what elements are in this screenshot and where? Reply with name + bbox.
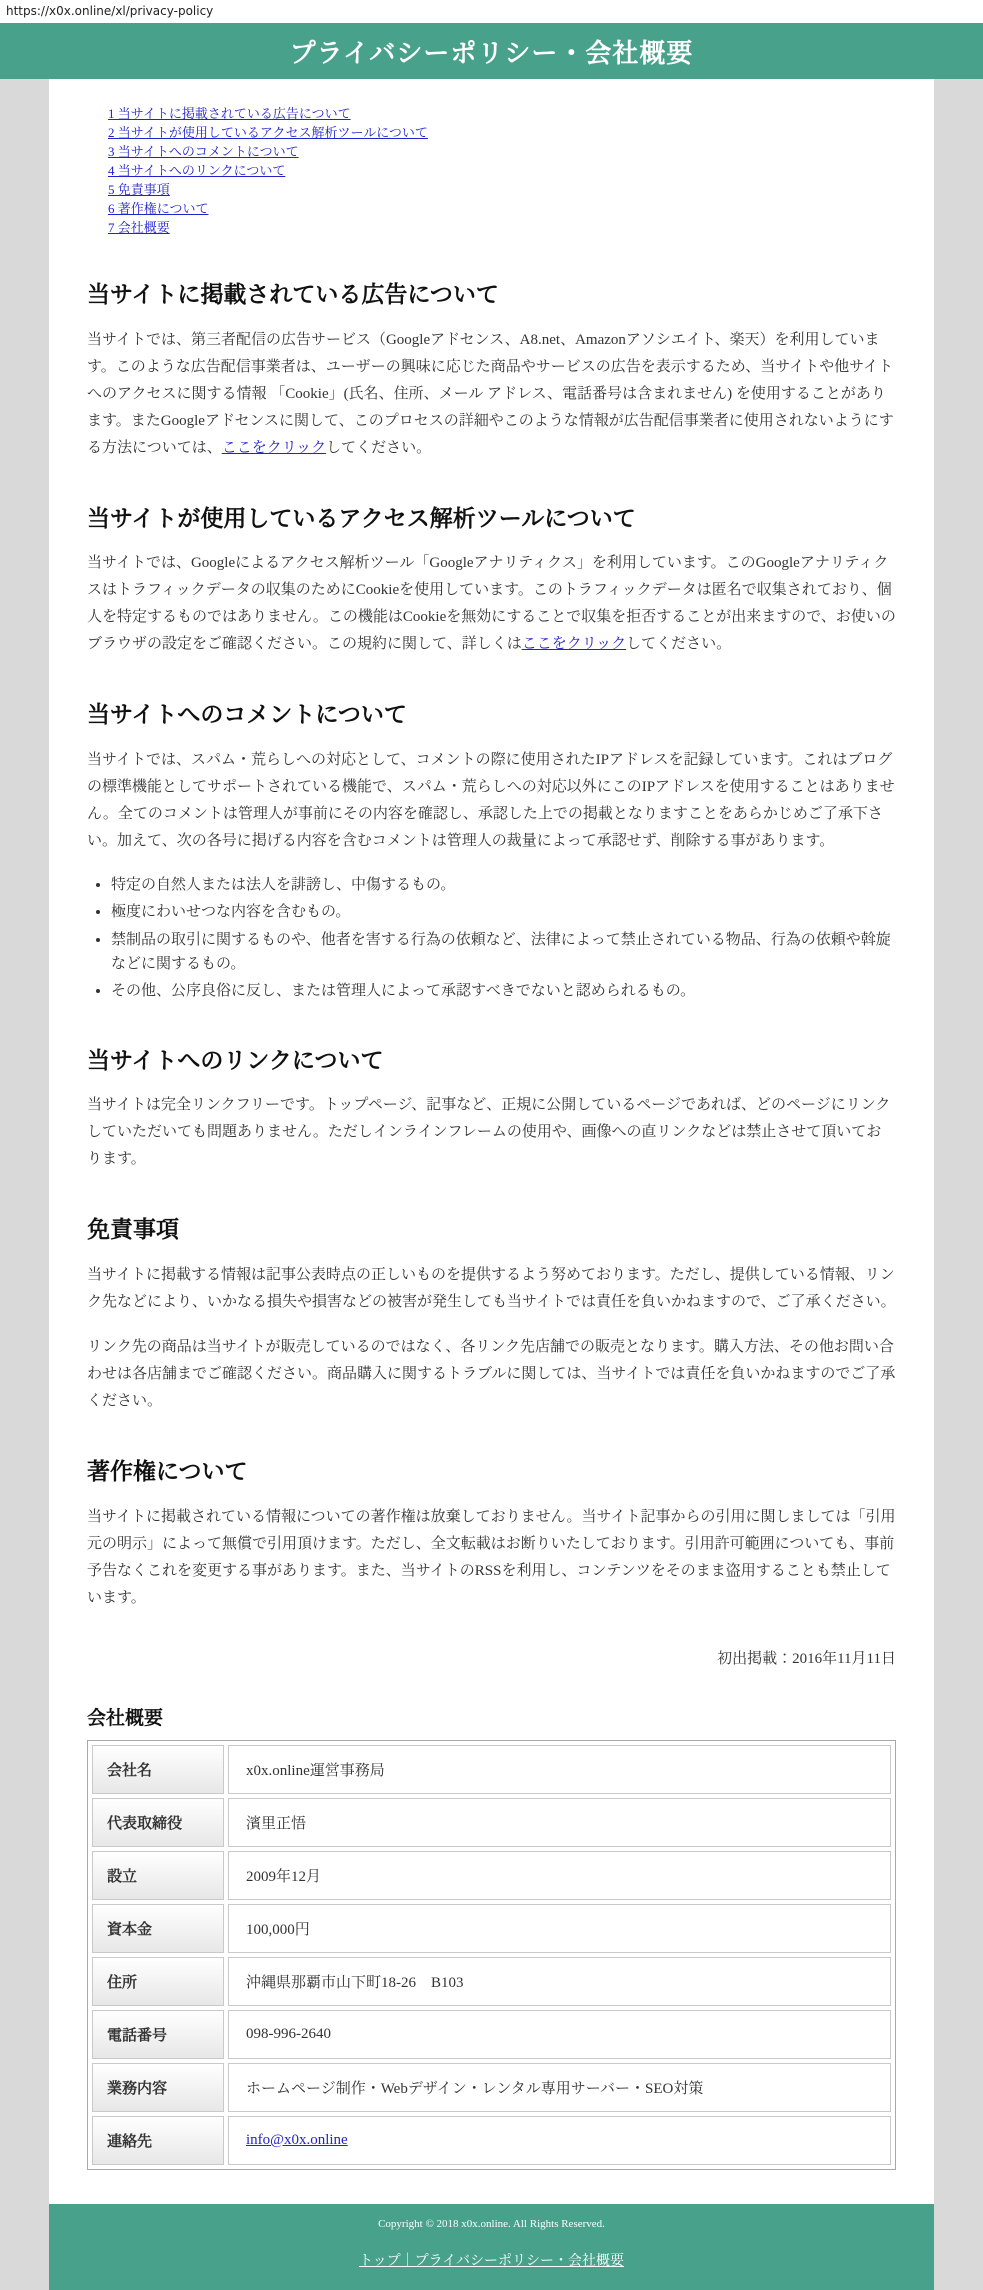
paragraph-text: 当サイトでは、第三者配信の広告サービス（Googleアドセンス、A8.net、Amazonアソシエイト、楽天）を利用しています。このような広告配信事業者は、ユーザーの興味に応じた商品やサービスの広告を表示するため、当サイトや他サイトへのアクセスに関する情報 「Cookie」(氏名、住所、メール アドレス、電話番号は含まれません) を使用することがあります。またGoogleアドセンスに関して、このプロセスの詳細やこのような情報が広告配信事業者に使用されないようにする方法については、 [87,331,894,456]
paragraph-text: してください。 [626,636,732,653]
list-item: • 特定の自然人または法人を誹謗し、中傷するもの。 [111,873,896,897]
row-label: 資本金 [92,1904,224,1953]
section-copyright-paragraph: 当サイトに掲載されている情報についての著作権は放棄しておりません。当サイト記事からの引用に関しましては「引用元の明示」によって無償で引用頂けます。ただし、全文転載はお断りいたしております。引用許可範囲についても、事前予告なくこれを変更する事があります。また、当サイトのRSSを利用し、コンテンツをそのまま盗用することも禁止しています。 [87,1508,896,1606]
list-item: • その他、公序良俗に反し、または管理人によって承認すべきでないと認められるもの。 [111,979,896,1003]
table-row [92,2116,891,2165]
section-heading-comments: 当サイトへのコメントについて [87,701,407,728]
comment-rules-list [87,873,896,1003]
table-row [92,1957,891,2006]
row-label: 会社名 [92,1745,224,1794]
table-row [92,1745,891,1794]
section-heading-company: 会社概要 [87,1707,164,1729]
table-row [92,1851,891,1900]
toc-item [108,181,896,200]
paragraph-text: 当サイトでは、Googleによるアクセス解析ツール「Googleアナリティクス」を利用しています。このGoogleアナリティクスはトラフィックデータの収集のためにCookieを使用しています。このトラフィックデータは匿名で収集されており、個人を特定するものではありません。この機能はCookieを無効にすることで収集を拒否することが出来ますので、お使いのブラウザの設定をご確認ください。この規約に関して、詳しくは [87,555,896,653]
toc-link-analytics[interactable]: 2 当サイトが使用しているアクセス解析ツールについて [108,124,428,140]
section-heading-ads: 当サイトに掲載されている広告について [87,280,499,307]
section-ads-paragraph [87,327,896,462]
toc-item [108,162,896,181]
toc-link-company[interactable]: 7 会社概要 [108,219,170,235]
section-comments-paragraph: 当サイトでは、スパム・荒らしへの対応として、コメントの際に使用されたIPアドレスを記録しています。これはブログの標準機能としてサポートされている機能で、スパム・荒らしへの対応以外にこのIPアドレスを使用することはありません。全てのコメントは管理人が事前にその内容を確認し、承認した上での掲載となりますことをあらかじめご了承下さい。加えて、次の各号に掲げる内容を含むコメントは管理人の裁量によって承認せず、削除する事があります。 [87,752,895,850]
section-links-paragraph: 当サイトは完全リンクフリーです。トップページ、記事など、正規に公開しているページであれば、どのページにリンクしていただいても問題ありません。ただしインラインフレームの使用や、画像への直リンクなどは禁止させて頂いております。 [87,1097,891,1168]
list-item: • 禁制品の取引に関するものや、他者を害する行為の依頼など、法律によって禁止されている物品、行為の依頼や斡旋などに関するもの。 [111,928,896,977]
page-header-banner [0,23,983,79]
toc-item [108,200,896,219]
page-footer [49,2204,934,2290]
toc-item [108,143,896,162]
toc-link-links[interactable]: 4 当サイトへのリンクについて [108,162,286,178]
footer-nav [59,2250,924,2270]
section-analytics-paragraph [87,550,896,658]
page-title: プライバシーポリシー・会社概要 [289,37,694,68]
toc-link-copyright[interactable]: 6 著作権について [108,200,209,216]
toc-link-comments[interactable]: 3 当サイトへのコメントについて [108,143,299,159]
section-heading-links: 当サイトへのリンクについて [87,1046,384,1073]
list-item: • 極度にわいせつな内容を含むもの。 [111,900,896,924]
row-value [228,2116,891,2165]
toc-item [108,105,896,124]
toc-link-disclaimer[interactable]: 5 免責事項 [108,181,170,197]
contact-email-link[interactable]: info@x0x.online [246,2131,348,2148]
section-heading-analytics: 当サイトが使用しているアクセス解析ツールについて [87,504,636,531]
row-label: 業務内容 [92,2063,224,2112]
content-card [49,79,934,2290]
click-here-link-ads[interactable]: ここをクリック [221,439,327,456]
row-label: 住所 [92,1957,224,2006]
row-value: ホームページ制作・Webデザイン・レンタル専用サーバー・SEO対策 [228,2063,891,2112]
first-published-date: 初出掲載：2016年11月11日 [717,1650,896,1667]
footer-link-top[interactable]: トップ [359,2253,401,2269]
row-value: x0x.online運営事務局 [228,1745,891,1794]
toc-item [108,219,896,238]
paragraph-text: してください。 [326,439,432,456]
row-label: 連絡先 [92,2116,224,2165]
click-here-link-analytics[interactable]: ここをクリック [521,636,627,653]
toc-item [108,124,896,143]
row-value: 沖縄県那覇市山下町18-26 B103 [228,1957,891,2006]
section-disclaimer-paragraph-2: リンク先の商品は当サイトが販売しているのではなく、各リンク先店舗での販売となります。購入方法、その他お問い合わせは各店舗までご確認ください。商品購入に関するトラブルに関しては、当サイトでは責任を負いかねますのでご了承ください。 [87,1339,896,1410]
table-row [92,2063,891,2112]
table-of-contents [108,105,896,238]
row-label: 設立 [92,1851,224,1900]
row-value: 濱里正悟 [228,1798,891,1847]
row-value: 2009年12月 [228,1851,891,1900]
footer-nav-separator: ｜ [400,2253,415,2269]
footer-link-privacy[interactable]: プライバシーポリシー・会社概要 [414,2253,624,2269]
table-row [92,1904,891,1953]
section-heading-disclaimer: 免責事項 [87,1216,179,1243]
row-label: 代表取締役 [92,1798,224,1847]
table-row [92,1798,891,1847]
main-content [49,79,934,2192]
section-heading-copyright: 著作権について [87,1458,248,1485]
browser-url: https://x0x.online/xl/privacy-policy [0,0,983,23]
row-label: 電話番号 [92,2010,224,2059]
section-disclaimer-paragraph-1: 当サイトに掲載する情報は記事公表時点の正しいものを提供するよう努めております。ただし、提供している情報、リンク先などにより、いかなる損失や損害などの被害が発生しても当サイトでは責任を負いかねますので、ご了承ください。 [87,1267,896,1311]
toc-link-ads[interactable]: 1 当サイトに掲載されている広告について [108,106,351,121]
row-value: 100,000円 [228,1904,891,1953]
table-row [92,2010,891,2059]
company-overview-table [87,1740,896,2170]
footer-copyright: Copyright © 2018 x0x.online. All Rights Reserved. [378,2217,605,2230]
row-value: 098-996-2640 [228,2010,891,2059]
